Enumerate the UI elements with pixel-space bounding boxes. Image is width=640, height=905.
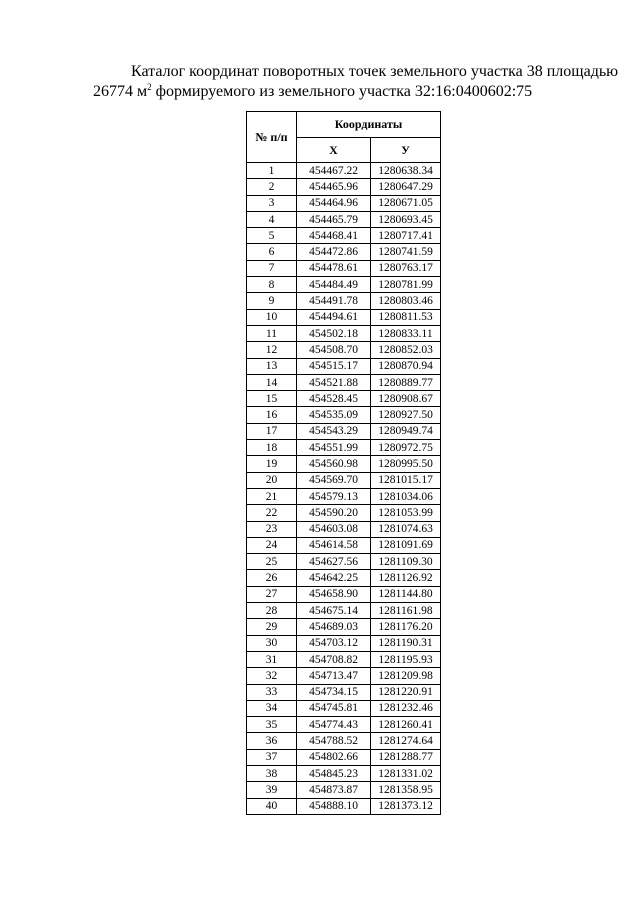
cell-x: 454642.25 — [297, 570, 371, 586]
cell-y: 1281373.12 — [371, 798, 441, 814]
cell-number: 4 — [247, 211, 297, 227]
table-row — [247, 391, 441, 407]
cell-x: 454734.15 — [297, 684, 371, 700]
cell-x: 454467.22 — [297, 163, 371, 179]
title-area: 26774 м — [93, 83, 148, 100]
cell-number: 20 — [247, 472, 297, 488]
cell-number: 18 — [247, 440, 297, 456]
cell-x: 454478.61 — [297, 260, 371, 276]
cell-number: 37 — [247, 749, 297, 765]
cell-number: 8 — [247, 277, 297, 293]
cell-number: 7 — [247, 260, 297, 276]
cell-x: 454675.14 — [297, 603, 371, 619]
cell-number: 38 — [247, 765, 297, 781]
cell-y: 1281232.46 — [371, 700, 441, 716]
table-row — [247, 798, 441, 814]
document-title — [93, 62, 619, 102]
cell-x: 454802.66 — [297, 749, 371, 765]
cell-x: 454465.79 — [297, 211, 371, 227]
table-row — [247, 277, 441, 293]
cell-y: 1280741.59 — [371, 244, 441, 260]
table-row — [247, 733, 441, 749]
cell-x: 454774.43 — [297, 717, 371, 733]
cell-number: 12 — [247, 342, 297, 358]
cell-x: 454464.96 — [297, 195, 371, 211]
cell-y: 1281034.06 — [371, 488, 441, 504]
cell-y: 1281091.69 — [371, 537, 441, 553]
cell-x: 454543.29 — [297, 423, 371, 439]
cell-y: 1280763.17 — [371, 260, 441, 276]
cell-x: 454569.70 — [297, 472, 371, 488]
cell-y: 1280949.74 — [371, 423, 441, 439]
cell-number: 1 — [247, 163, 297, 179]
table-row — [247, 472, 441, 488]
cell-x: 454888.10 — [297, 798, 371, 814]
table-row — [247, 749, 441, 765]
cell-number: 13 — [247, 358, 297, 374]
cell-x: 454614.58 — [297, 537, 371, 553]
cell-y: 1280803.46 — [371, 293, 441, 309]
cell-y: 1281126.92 — [371, 570, 441, 586]
cell-number: 9 — [247, 293, 297, 309]
cell-y: 1280811.53 — [371, 309, 441, 325]
cell-y: 1280889.77 — [371, 374, 441, 390]
table-row — [247, 407, 441, 423]
header-x: Х — [297, 138, 371, 163]
cell-y: 1280693.45 — [371, 211, 441, 227]
cell-number: 29 — [247, 619, 297, 635]
cell-y: 1281053.99 — [371, 505, 441, 521]
cell-y: 1280972.75 — [371, 440, 441, 456]
cell-y: 1281209.98 — [371, 668, 441, 684]
cell-x: 454535.09 — [297, 407, 371, 423]
title-line-2 — [93, 82, 613, 102]
cell-x: 454484.49 — [297, 277, 371, 293]
cell-number: 30 — [247, 635, 297, 651]
header-y: У — [371, 138, 441, 163]
cell-y: 1281074.63 — [371, 521, 441, 537]
table-row — [247, 423, 441, 439]
title-line-1: Каталог координат поворотных точек земельного участка 38 площадью — [131, 63, 619, 80]
header-coordinates: Координаты — [297, 112, 441, 138]
cell-x: 454468.41 — [297, 228, 371, 244]
cell-y: 1281144.80 — [371, 586, 441, 602]
table-row — [247, 440, 441, 456]
cell-number: 19 — [247, 456, 297, 472]
cell-number: 25 — [247, 554, 297, 570]
cell-number: 5 — [247, 228, 297, 244]
cell-number: 40 — [247, 798, 297, 814]
table-row — [247, 456, 441, 472]
cell-y: 1280908.67 — [371, 391, 441, 407]
cell-number: 24 — [247, 537, 297, 553]
cell-number: 2 — [247, 179, 297, 195]
cell-number: 16 — [247, 407, 297, 423]
table-row — [247, 325, 441, 341]
cell-y: 1280671.05 — [371, 195, 441, 211]
cell-x: 454708.82 — [297, 651, 371, 667]
cell-number: 36 — [247, 733, 297, 749]
cell-y: 1281331.02 — [371, 765, 441, 781]
cell-x: 454627.56 — [297, 554, 371, 570]
cell-number: 26 — [247, 570, 297, 586]
cell-y: 1280833.11 — [371, 325, 441, 341]
cell-x: 454528.45 — [297, 391, 371, 407]
cell-y: 1280852.03 — [371, 342, 441, 358]
cell-x: 454508.70 — [297, 342, 371, 358]
table-row — [247, 293, 441, 309]
cell-number: 15 — [247, 391, 297, 407]
cell-number: 21 — [247, 488, 297, 504]
cell-x: 454689.03 — [297, 619, 371, 635]
cell-x: 454658.90 — [297, 586, 371, 602]
table-row — [247, 211, 441, 227]
cell-x: 454521.88 — [297, 374, 371, 390]
table-row — [247, 717, 441, 733]
cell-x: 454491.78 — [297, 293, 371, 309]
cell-number: 3 — [247, 195, 297, 211]
cell-x: 454465.96 — [297, 179, 371, 195]
cell-y: 1281176.20 — [371, 619, 441, 635]
cell-y: 1281288.77 — [371, 749, 441, 765]
cell-y: 1281358.95 — [371, 782, 441, 798]
table-row — [247, 260, 441, 276]
cell-number: 10 — [247, 309, 297, 325]
cell-number: 34 — [247, 700, 297, 716]
cell-y: 1281161.98 — [371, 603, 441, 619]
table-row — [247, 244, 441, 260]
cell-x: 454472.86 — [297, 244, 371, 260]
cell-y: 1281015.17 — [371, 472, 441, 488]
cell-number: 14 — [247, 374, 297, 390]
cell-number: 28 — [247, 603, 297, 619]
table-row — [247, 374, 441, 390]
cell-number: 39 — [247, 782, 297, 798]
cell-number: 6 — [247, 244, 297, 260]
cell-y: 1281220.91 — [371, 684, 441, 700]
cell-y: 1281260.41 — [371, 717, 441, 733]
coordinates-table — [246, 111, 441, 815]
cell-y: 1280638.34 — [371, 163, 441, 179]
table-row — [247, 179, 441, 195]
table-row — [247, 668, 441, 684]
cell-y: 1281109.30 — [371, 554, 441, 570]
table-row — [247, 342, 441, 358]
cell-x: 454579.13 — [297, 488, 371, 504]
cell-number: 35 — [247, 717, 297, 733]
header-number: № п/п — [247, 112, 297, 163]
cell-y: 1280927.50 — [371, 407, 441, 423]
cell-x: 454590.20 — [297, 505, 371, 521]
table-row — [247, 700, 441, 716]
cell-y: 1280647.29 — [371, 179, 441, 195]
table-row — [247, 603, 441, 619]
cell-y: 1280717.41 — [371, 228, 441, 244]
cell-y: 1280870.94 — [371, 358, 441, 374]
table-row — [247, 782, 441, 798]
cell-x: 454494.61 — [297, 309, 371, 325]
cell-x: 454603.08 — [297, 521, 371, 537]
table-row — [247, 163, 441, 179]
table-row — [247, 537, 441, 553]
cell-x: 454745.81 — [297, 700, 371, 716]
cell-x: 454560.98 — [297, 456, 371, 472]
table-row — [247, 619, 441, 635]
table-row — [247, 765, 441, 781]
cell-y: 1281195.93 — [371, 651, 441, 667]
cell-x: 454515.17 — [297, 358, 371, 374]
table-row — [247, 358, 441, 374]
table-body — [247, 163, 441, 815]
table-row — [247, 586, 441, 602]
cell-y: 1281190.31 — [371, 635, 441, 651]
title-area-superscript: 2 — [147, 82, 152, 92]
cell-x: 454551.99 — [297, 440, 371, 456]
cell-x: 454502.18 — [297, 325, 371, 341]
cell-x: 454873.87 — [297, 782, 371, 798]
cell-number: 27 — [247, 586, 297, 602]
table-row — [247, 195, 441, 211]
table-row — [247, 488, 441, 504]
cell-number: 22 — [247, 505, 297, 521]
table-row — [247, 651, 441, 667]
cell-x: 454845.23 — [297, 765, 371, 781]
table-row — [247, 309, 441, 325]
table-row — [247, 554, 441, 570]
table-row — [247, 635, 441, 651]
cell-number: 23 — [247, 521, 297, 537]
cell-y: 1280781.99 — [371, 277, 441, 293]
table-row — [247, 684, 441, 700]
cell-x: 454703.12 — [297, 635, 371, 651]
cell-number: 32 — [247, 668, 297, 684]
cell-number: 11 — [247, 325, 297, 341]
cell-number: 31 — [247, 651, 297, 667]
cell-y: 1281274.64 — [371, 733, 441, 749]
title-line-2-rest: формируемого из земельного участка 32:16:0400602:75 — [151, 83, 533, 100]
cell-number: 33 — [247, 684, 297, 700]
cell-x: 454788.52 — [297, 733, 371, 749]
table-row — [247, 505, 441, 521]
cell-x: 454713.47 — [297, 668, 371, 684]
table-row — [247, 228, 441, 244]
cell-number: 17 — [247, 423, 297, 439]
table-row — [247, 521, 441, 537]
table-row — [247, 570, 441, 586]
cell-y: 1280995.50 — [371, 456, 441, 472]
